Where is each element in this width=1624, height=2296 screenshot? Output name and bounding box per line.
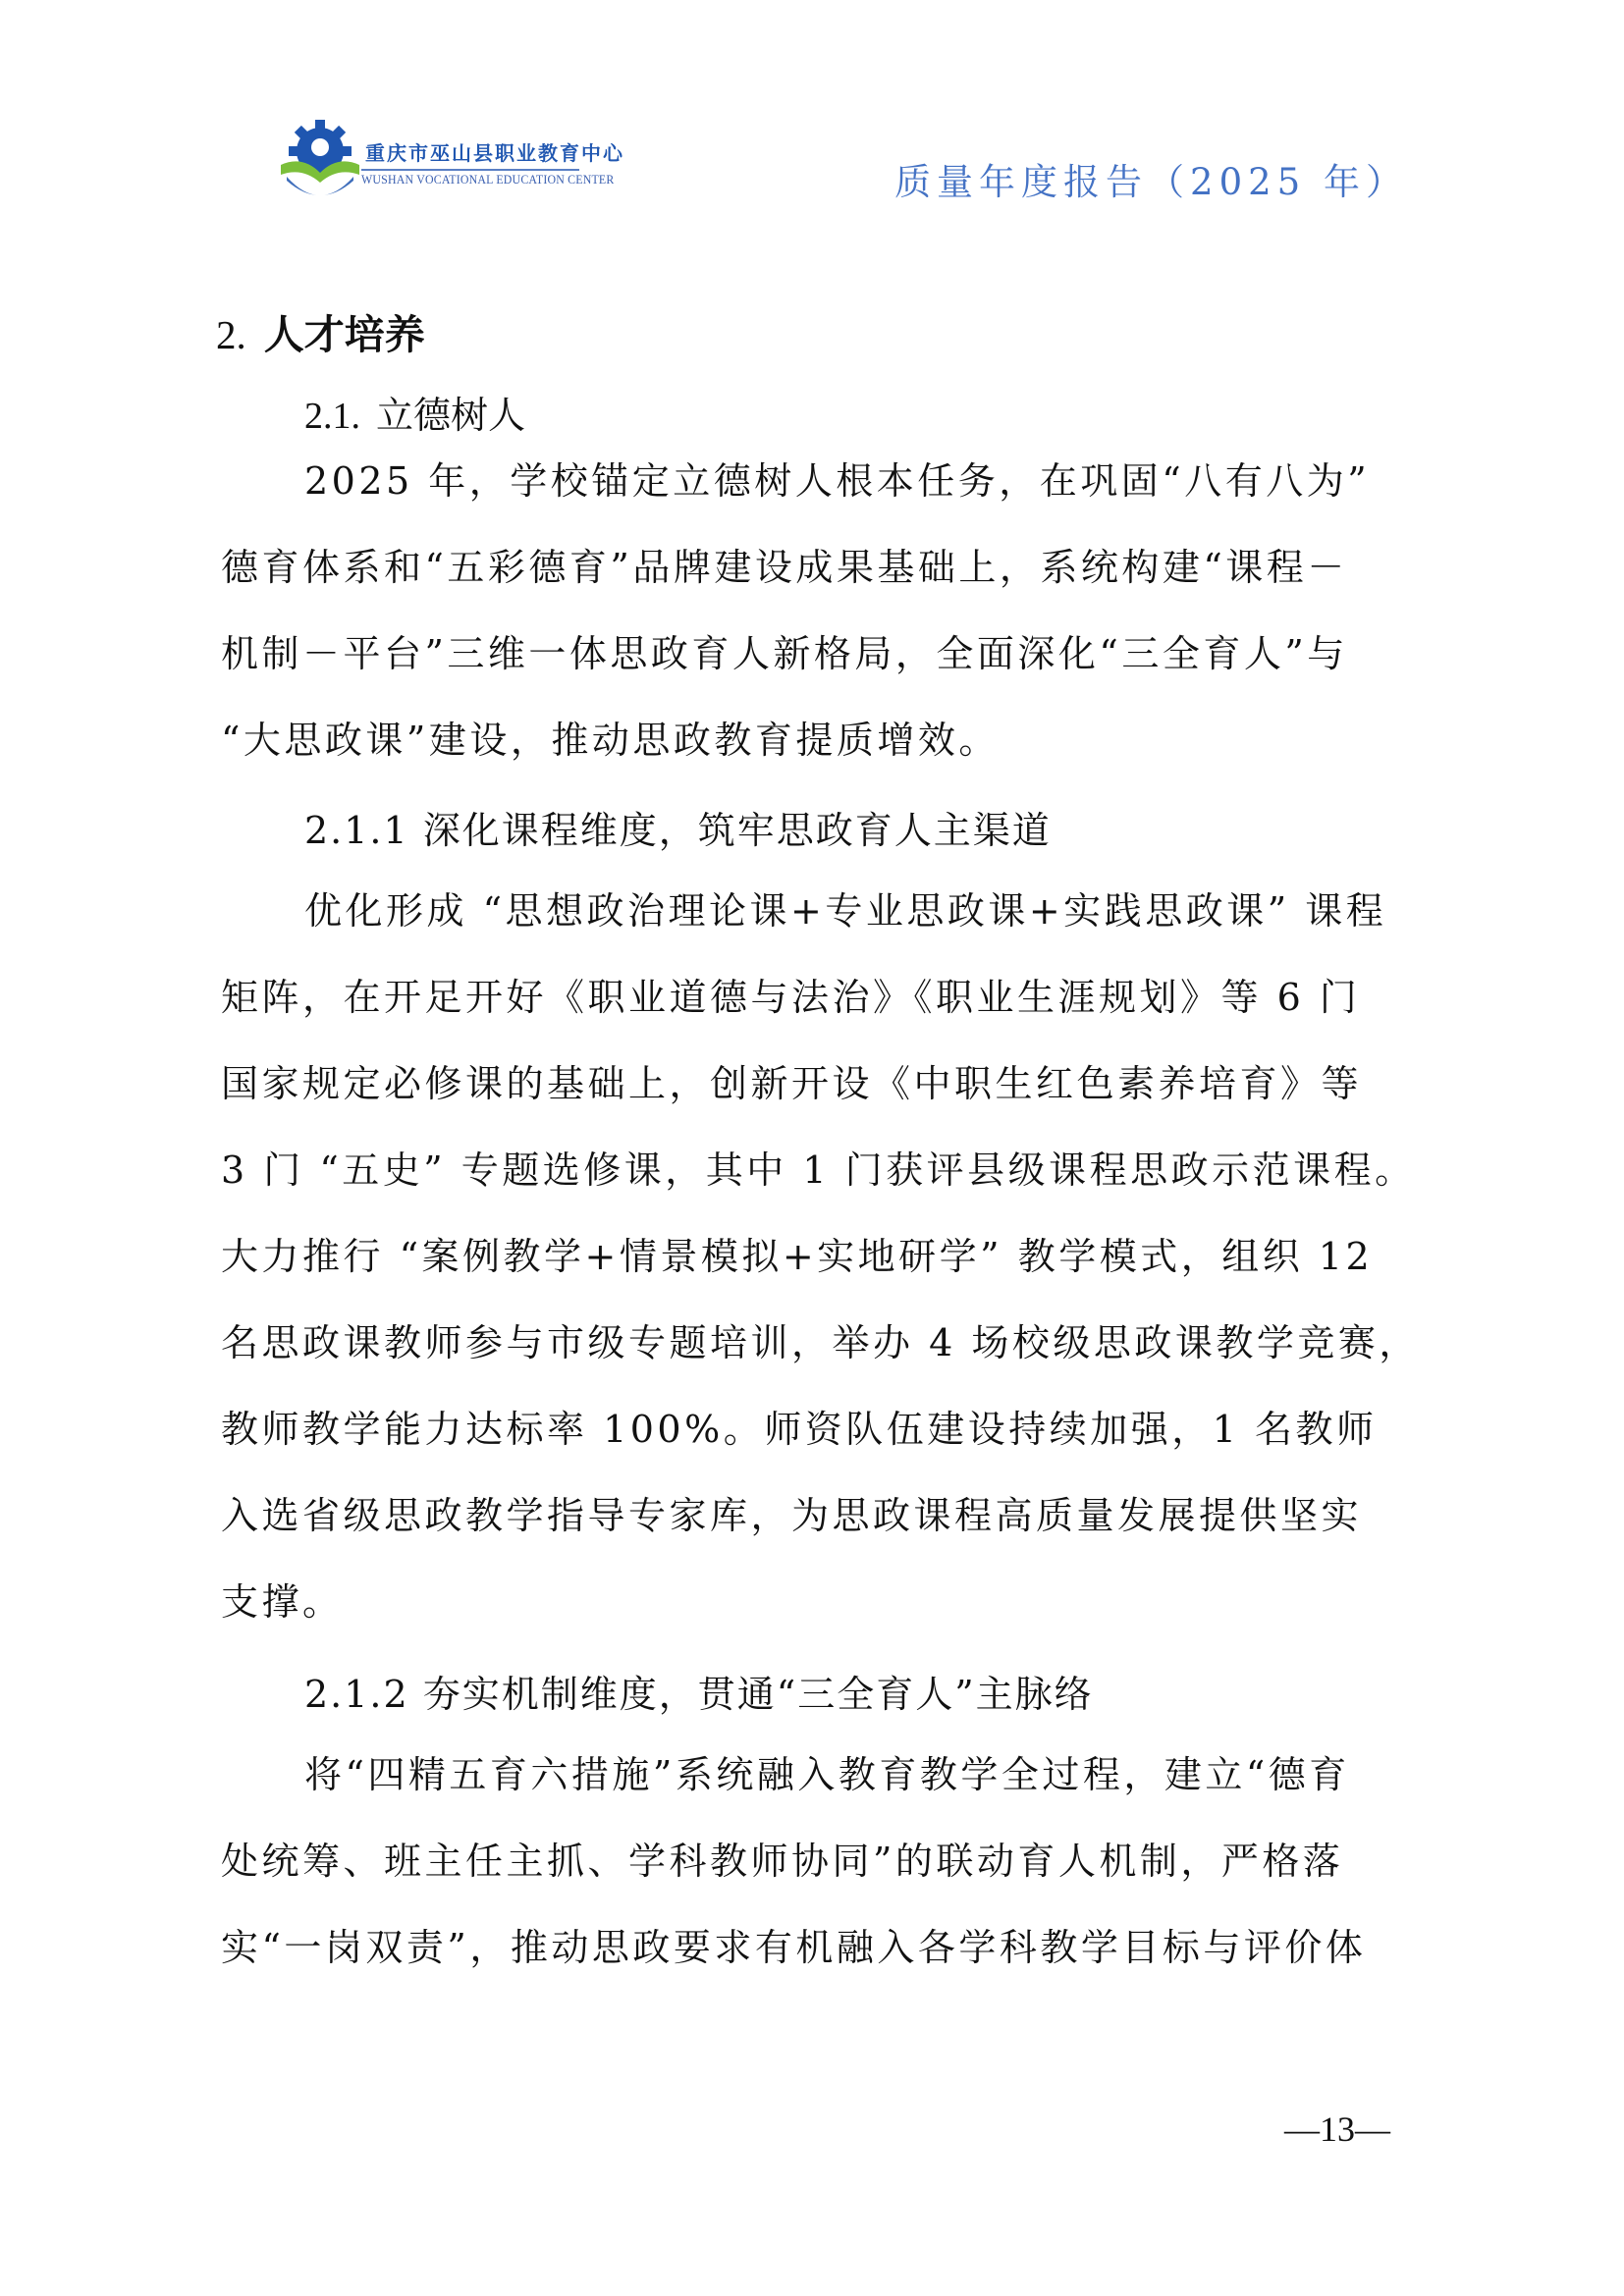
paragraph-line: 处统筹、班主任主抓、学科教师协同”的联动育人机制，严格落	[221, 1840, 1344, 1883]
subsection-heading	[304, 385, 525, 439]
paragraph-line: 机制－平台”三维一体思政育人新格局，全面深化“三全育人”与	[221, 632, 1348, 675]
section-heading	[216, 302, 425, 360]
section-title: 人才培养	[263, 311, 425, 358]
org-name-en: WUSHAN VOCATIONAL EDUCATION CENTER	[361, 173, 615, 187]
paragraph-line: 入选省级思政教学指导专家库，为思政课程高质量发展提供坚实	[221, 1494, 1363, 1537]
paragraph-line: 名思政课教师参与市级专题培训，举办 4 场校级思政课教学竞赛，	[221, 1321, 1420, 1364]
report-title: 质量年度报告（2025 年）	[894, 161, 1408, 203]
school-logo-icon	[273, 116, 367, 204]
paragraph-line: 3 门 “五史” 专题选修课，其中 1 门获评县级课程思政示范课程。	[221, 1148, 1416, 1192]
svg-text:WSZJ: WSZJ	[308, 184, 332, 192]
org-divider	[361, 169, 579, 171]
paragraph-line: 支撑。	[221, 1580, 344, 1624]
heading-2-1-2: 2.1.2 夯实机制维度，贯通“三全育人”主脉络	[304, 1673, 1094, 1716]
paragraph-line: 教师教学能力达标率 100%。师资队伍建设持续加强，1 名教师	[221, 1408, 1378, 1451]
paragraph-line: 实“一岗双责”，推动思政要求有机融入各学科教学目标与评价体	[221, 1926, 1367, 1969]
subsection-number: 2.1.	[304, 396, 360, 437]
paragraph-line: 大力推行 “案例教学+情景模拟+实地研学” 教学模式，组织 12	[221, 1235, 1374, 1278]
paragraph-line: 优化形成 “思想政治理论课+专业思政课+实践思政课” 课程	[304, 889, 1387, 933]
paragraph-line: 矩阵，在开足开好《职业道德与法治》《职业生涯规划》等 6 门	[221, 976, 1361, 1019]
org-name-cn: 重庆市巫山县职业教育中心	[365, 141, 624, 165]
subsection-title: 立德树人	[376, 394, 526, 437]
organization-name	[361, 137, 627, 187]
page-number: —13—	[1284, 2109, 1390, 2149]
paragraph-line: 德育体系和“五彩德育”品牌建设成果基础上，系统构建“课程－	[221, 546, 1348, 589]
section-number: 2.	[216, 312, 246, 357]
heading-2-1-1: 2.1.1 深化课程维度，筑牢思政育人主渠道	[304, 809, 1052, 852]
paragraph-line: 2025 年，学校锚定立德树人根本任务，在巩固“八有八为”	[304, 459, 1371, 503]
paragraph-line: 将“四精五育六措施”系统融入教育教学全过程，建立“德育	[304, 1753, 1350, 1796]
paragraph-line: “大思政课”建设，推动思政教育提质增效。	[221, 719, 1000, 762]
paragraph-line: 国家规定必修课的基础上，创新开设《中职生红色素养培育》等	[221, 1062, 1363, 1105]
page-header	[0, 0, 1624, 226]
